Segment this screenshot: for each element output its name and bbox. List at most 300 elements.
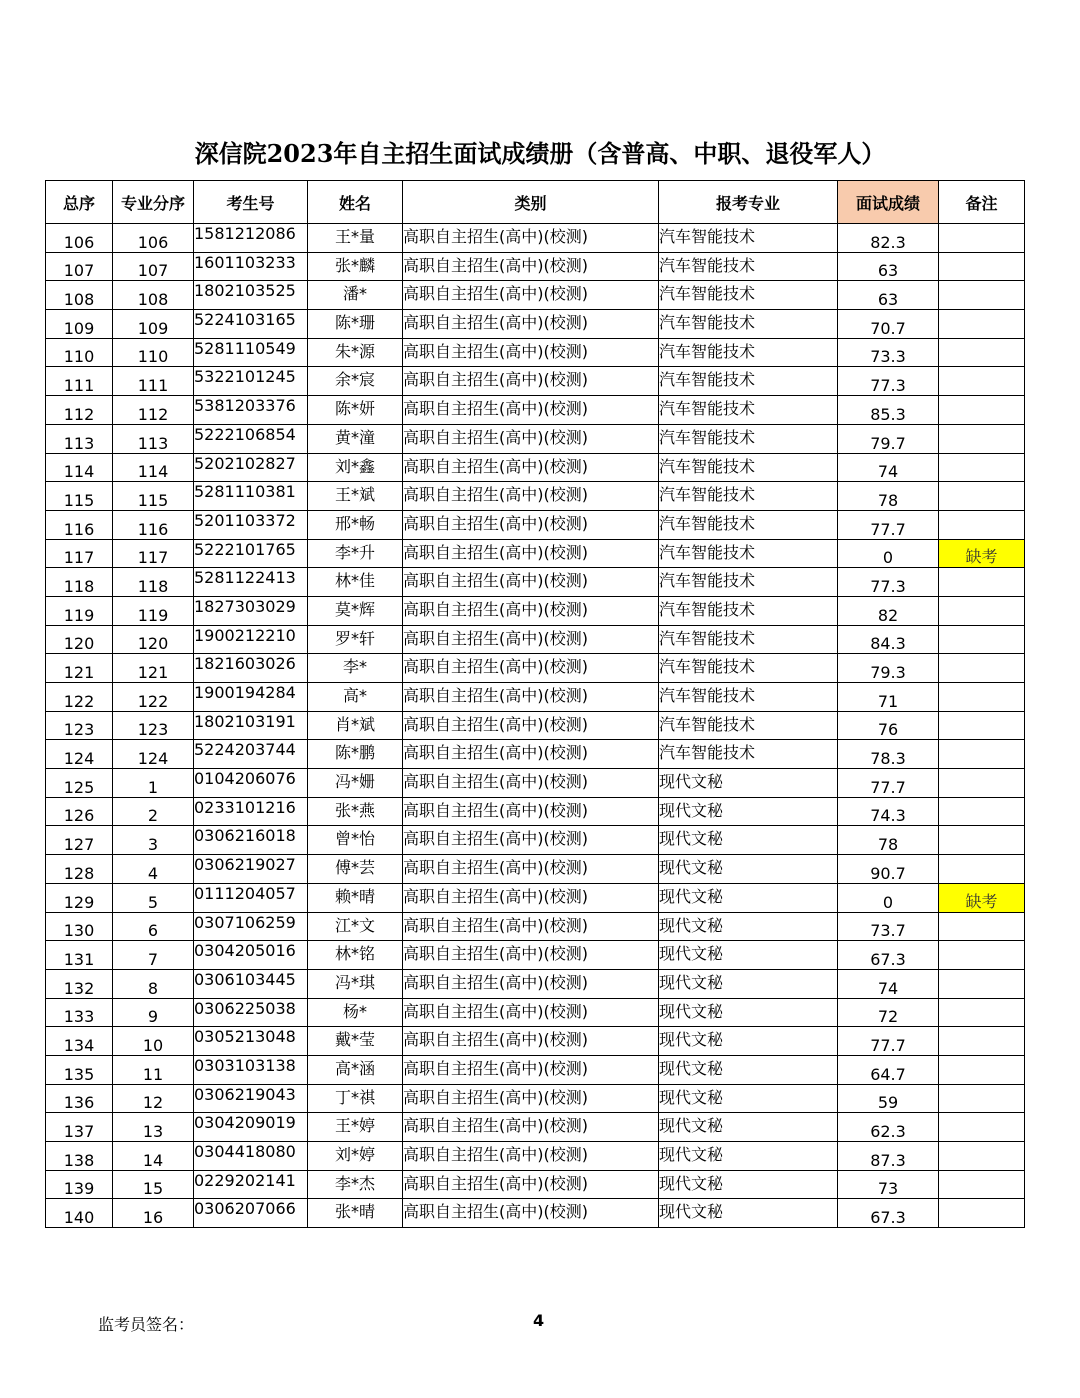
cell-major: 现代文秘	[659, 912, 838, 941]
cell-sub-no: 108	[113, 281, 194, 310]
cell-category: 高职自主招生(高中)(校测)	[403, 510, 659, 539]
cell-score: 82	[838, 596, 939, 625]
cell-sub-no: 116	[113, 510, 194, 539]
cell-score: 72	[838, 998, 939, 1027]
cell-name: 莫*辉	[308, 596, 403, 625]
cell-sub-no: 110	[113, 338, 194, 367]
cell-score: 63	[838, 252, 939, 281]
cell-score: 67.3	[838, 941, 939, 970]
cell-sub-no: 122	[113, 683, 194, 712]
cell-name: 冯*琪	[308, 969, 403, 998]
cell-category: 高职自主招生(高中)(校测)	[403, 797, 659, 826]
table-row	[46, 740, 1025, 769]
cell-score: 90.7	[838, 855, 939, 884]
cell-score: 84.3	[838, 625, 939, 654]
cell-sub-no: 15	[113, 1170, 194, 1199]
cell-note	[939, 568, 1025, 597]
table-row	[46, 769, 1025, 798]
cell-sub-no: 115	[113, 482, 194, 511]
header-category: 类别	[403, 181, 659, 224]
table-row	[46, 568, 1025, 597]
cell-name: 肖*斌	[308, 711, 403, 740]
header-note: 备注	[939, 181, 1025, 224]
cell-total-no: 112	[46, 396, 113, 425]
cell-category: 高职自主招生(高中)(校测)	[403, 683, 659, 712]
cell-name: 陈*妍	[308, 396, 403, 425]
cell-name: 张*晴	[308, 1199, 403, 1228]
cell-name: 邢*畅	[308, 510, 403, 539]
cell-name: 高*	[308, 683, 403, 712]
cell-score: 78	[838, 826, 939, 855]
cell-major: 现代文秘	[659, 941, 838, 970]
table-row	[46, 1199, 1025, 1228]
cell-total-no: 125	[46, 769, 113, 798]
cell-total-no: 130	[46, 912, 113, 941]
cell-sub-no: 5	[113, 883, 194, 912]
cell-note	[939, 453, 1025, 482]
cell-sub-no: 8	[113, 969, 194, 998]
table-row	[46, 912, 1025, 941]
cell-category: 高职自主招生(高中)(校测)	[403, 396, 659, 425]
cell-category: 高职自主招生(高中)(校测)	[403, 740, 659, 769]
cell-name: 李*升	[308, 539, 403, 568]
cell-major: 汽车智能技术	[659, 310, 838, 339]
cell-score: 76	[838, 711, 939, 740]
cell-note	[939, 281, 1025, 310]
cell-category: 高职自主招生(高中)(校测)	[403, 367, 659, 396]
cell-exam-id: 0306216018	[194, 826, 308, 855]
cell-exam-id: 5381203376	[194, 396, 308, 425]
cell-name: 陈*鹏	[308, 740, 403, 769]
cell-category: 高职自主招生(高中)(校测)	[403, 281, 659, 310]
cell-total-no: 140	[46, 1199, 113, 1228]
cell-note: 缺考	[939, 539, 1025, 568]
cell-exam-id: 5224203744	[194, 740, 308, 769]
cell-name: 冯*姗	[308, 769, 403, 798]
cell-score: 77.3	[838, 568, 939, 597]
table-row	[46, 855, 1025, 884]
cell-name: 杨*	[308, 998, 403, 1027]
cell-name: 王*斌	[308, 482, 403, 511]
cell-total-no: 119	[46, 596, 113, 625]
cell-note	[939, 1113, 1025, 1142]
cell-note	[939, 826, 1025, 855]
cell-category: 高职自主招生(高中)(校测)	[403, 482, 659, 511]
cell-score: 77.7	[838, 769, 939, 798]
cell-total-no: 132	[46, 969, 113, 998]
cell-exam-id: 1581212086	[194, 224, 308, 253]
cell-note	[939, 1142, 1025, 1171]
cell-total-no: 127	[46, 826, 113, 855]
table-row	[46, 224, 1025, 253]
signature-label: 监考员签名：	[98, 1315, 195, 1334]
table-row	[46, 941, 1025, 970]
cell-score: 73.7	[838, 912, 939, 941]
cell-note	[939, 396, 1025, 425]
cell-score: 82.3	[838, 224, 939, 253]
cell-score: 78	[838, 482, 939, 511]
cell-exam-id: 0304418080	[194, 1142, 308, 1171]
cell-total-no: 126	[46, 797, 113, 826]
cell-note	[939, 998, 1025, 1027]
cell-score: 70.7	[838, 310, 939, 339]
cell-score: 73	[838, 1170, 939, 1199]
cell-major: 现代文秘	[659, 855, 838, 884]
cell-total-no: 111	[46, 367, 113, 396]
cell-category: 高职自主招生(高中)(校测)	[403, 883, 659, 912]
table-row	[46, 539, 1025, 568]
table-row	[46, 1142, 1025, 1171]
cell-name: 罗*轩	[308, 625, 403, 654]
cell-note	[939, 941, 1025, 970]
cell-major: 汽车智能技术	[659, 224, 838, 253]
cell-sub-no: 113	[113, 424, 194, 453]
cell-category: 高职自主招生(高中)(校测)	[403, 568, 659, 597]
cell-score: 67.3	[838, 1199, 939, 1228]
cell-note	[939, 510, 1025, 539]
cell-note	[939, 252, 1025, 281]
cell-category: 高职自主招生(高中)(校测)	[403, 711, 659, 740]
cell-exam-id: 0229202141	[194, 1170, 308, 1199]
cell-score: 64.7	[838, 1055, 939, 1084]
cell-category: 高职自主招生(高中)(校测)	[403, 453, 659, 482]
cell-note	[939, 596, 1025, 625]
score-table	[45, 180, 1025, 1228]
table-row	[46, 453, 1025, 482]
cell-exam-id: 0306207066	[194, 1199, 308, 1228]
cell-exam-id: 0304205016	[194, 941, 308, 970]
cell-note	[939, 1084, 1025, 1113]
cell-note	[939, 969, 1025, 998]
cell-total-no: 134	[46, 1027, 113, 1056]
cell-note	[939, 625, 1025, 654]
cell-total-no: 107	[46, 252, 113, 281]
cell-name: 戴*莹	[308, 1027, 403, 1056]
cell-sub-no: 107	[113, 252, 194, 281]
cell-exam-id: 5202102827	[194, 453, 308, 482]
cell-exam-id: 0304209019	[194, 1113, 308, 1142]
cell-sub-no: 7	[113, 941, 194, 970]
cell-name: 张*麟	[308, 252, 403, 281]
cell-sub-no: 120	[113, 625, 194, 654]
cell-major: 汽车智能技术	[659, 683, 838, 712]
table-row	[46, 1027, 1025, 1056]
cell-total-no: 122	[46, 683, 113, 712]
table-row	[46, 1055, 1025, 1084]
cell-total-no: 116	[46, 510, 113, 539]
cell-total-no: 136	[46, 1084, 113, 1113]
cell-category: 高职自主招生(高中)(校测)	[403, 912, 659, 941]
cell-category: 高职自主招生(高中)(校测)	[403, 1142, 659, 1171]
cell-score: 74.3	[838, 797, 939, 826]
cell-name: 刘*婷	[308, 1142, 403, 1171]
table-row	[46, 654, 1025, 683]
cell-exam-id: 0306219043	[194, 1084, 308, 1113]
table-row	[46, 338, 1025, 367]
cell-category: 高职自主招生(高中)(校测)	[403, 1084, 659, 1113]
header-sub-no: 专业分序	[113, 181, 194, 224]
cell-category: 高职自主招生(高中)(校测)	[403, 1055, 659, 1084]
cell-score: 74	[838, 969, 939, 998]
cell-sub-no: 13	[113, 1113, 194, 1142]
cell-name: 陈*珊	[308, 310, 403, 339]
cell-exam-id: 1821603026	[194, 654, 308, 683]
cell-exam-id: 5281122413	[194, 568, 308, 597]
table-row	[46, 424, 1025, 453]
cell-sub-no: 6	[113, 912, 194, 941]
table-row	[46, 482, 1025, 511]
cell-major: 现代文秘	[659, 1084, 838, 1113]
cell-major: 现代文秘	[659, 1142, 838, 1171]
cell-score: 0	[838, 883, 939, 912]
table-row	[46, 510, 1025, 539]
cell-total-no: 108	[46, 281, 113, 310]
cell-sub-no: 109	[113, 310, 194, 339]
table-header	[46, 181, 1025, 224]
cell-major: 汽车智能技术	[659, 711, 838, 740]
cell-category: 高职自主招生(高中)(校测)	[403, 539, 659, 568]
cell-score: 77.7	[838, 1027, 939, 1056]
cell-exam-id: 1802103191	[194, 711, 308, 740]
cell-major: 汽车智能技术	[659, 482, 838, 511]
cell-major: 现代文秘	[659, 1170, 838, 1199]
cell-major: 汽车智能技术	[659, 338, 838, 367]
cell-note	[939, 338, 1025, 367]
cell-major: 汽车智能技术	[659, 740, 838, 769]
table-row	[46, 711, 1025, 740]
cell-score: 59	[838, 1084, 939, 1113]
cell-major: 汽车智能技术	[659, 453, 838, 482]
cell-sub-no: 124	[113, 740, 194, 769]
cell-total-no: 121	[46, 654, 113, 683]
cell-sub-no: 106	[113, 224, 194, 253]
cell-sub-no: 117	[113, 539, 194, 568]
cell-name: 林*铭	[308, 941, 403, 970]
cell-major: 现代文秘	[659, 883, 838, 912]
cell-total-no: 113	[46, 424, 113, 453]
cell-sub-no: 16	[113, 1199, 194, 1228]
cell-total-no: 138	[46, 1142, 113, 1171]
cell-note	[939, 740, 1025, 769]
cell-category: 高职自主招生(高中)(校测)	[403, 969, 659, 998]
cell-note	[939, 797, 1025, 826]
cell-exam-id: 0104206076	[194, 769, 308, 798]
cell-score: 63	[838, 281, 939, 310]
cell-score: 73.3	[838, 338, 939, 367]
cell-total-no: 115	[46, 482, 113, 511]
cell-major: 汽车智能技术	[659, 281, 838, 310]
cell-total-no: 133	[46, 998, 113, 1027]
cell-sub-no: 2	[113, 797, 194, 826]
cell-name: 王*量	[308, 224, 403, 253]
cell-note: 缺考	[939, 883, 1025, 912]
cell-total-no: 117	[46, 539, 113, 568]
cell-exam-id: 5322101245	[194, 367, 308, 396]
cell-exam-id: 5281110549	[194, 338, 308, 367]
cell-total-no: 129	[46, 883, 113, 912]
cell-major: 汽车智能技术	[659, 367, 838, 396]
cell-score: 79.7	[838, 424, 939, 453]
cell-total-no: 120	[46, 625, 113, 654]
cell-exam-id: 5201103372	[194, 510, 308, 539]
table-row	[46, 1170, 1025, 1199]
table-row	[46, 596, 1025, 625]
cell-name: 朱*源	[308, 338, 403, 367]
cell-name: 李*杰	[308, 1170, 403, 1199]
cell-name: 张*燕	[308, 797, 403, 826]
cell-major: 现代文秘	[659, 1199, 838, 1228]
table-row	[46, 998, 1025, 1027]
cell-major: 现代文秘	[659, 998, 838, 1027]
cell-note	[939, 424, 1025, 453]
cell-category: 高职自主招生(高中)(校测)	[403, 252, 659, 281]
cell-exam-id: 1802103525	[194, 281, 308, 310]
cell-total-no: 139	[46, 1170, 113, 1199]
cell-exam-id: 1900194284	[194, 683, 308, 712]
cell-exam-id: 0306219027	[194, 855, 308, 884]
cell-sub-no: 118	[113, 568, 194, 597]
cell-total-no: 114	[46, 453, 113, 482]
cell-sub-no: 1	[113, 769, 194, 798]
cell-category: 高职自主招生(高中)(校测)	[403, 1113, 659, 1142]
table-body	[46, 224, 1025, 1228]
cell-note	[939, 224, 1025, 253]
cell-exam-id: 0306103445	[194, 969, 308, 998]
cell-category: 高职自主招生(高中)(校测)	[403, 826, 659, 855]
cell-score: 77.7	[838, 510, 939, 539]
cell-total-no: 118	[46, 568, 113, 597]
cell-category: 高职自主招生(高中)(校测)	[403, 625, 659, 654]
cell-note	[939, 683, 1025, 712]
cell-exam-id: 0233101216	[194, 797, 308, 826]
cell-sub-no: 119	[113, 596, 194, 625]
table-row	[46, 1113, 1025, 1142]
table-row	[46, 683, 1025, 712]
header-major: 报考专业	[659, 181, 838, 224]
cell-note	[939, 912, 1025, 941]
cell-major: 现代文秘	[659, 769, 838, 798]
cell-major: 汽车智能技术	[659, 424, 838, 453]
table-row	[46, 883, 1025, 912]
table-row	[46, 797, 1025, 826]
cell-name: 江*文	[308, 912, 403, 941]
cell-category: 高职自主招生(高中)(校测)	[403, 855, 659, 884]
cell-sub-no: 10	[113, 1027, 194, 1056]
cell-major: 汽车智能技术	[659, 539, 838, 568]
cell-name: 刘*鑫	[308, 453, 403, 482]
cell-category: 高职自主招生(高中)(校测)	[403, 338, 659, 367]
cell-exam-id: 1827303029	[194, 596, 308, 625]
cell-note	[939, 1055, 1025, 1084]
cell-exam-id: 5281110381	[194, 482, 308, 511]
table-row	[46, 826, 1025, 855]
cell-sub-no: 9	[113, 998, 194, 1027]
cell-exam-id: 1601103233	[194, 252, 308, 281]
cell-note	[939, 654, 1025, 683]
cell-total-no: 135	[46, 1055, 113, 1084]
cell-sub-no: 12	[113, 1084, 194, 1113]
table-row	[46, 281, 1025, 310]
cell-sub-no: 111	[113, 367, 194, 396]
cell-total-no: 137	[46, 1113, 113, 1142]
cell-sub-no: 14	[113, 1142, 194, 1171]
table-row	[46, 367, 1025, 396]
cell-category: 高职自主招生(高中)(校测)	[403, 224, 659, 253]
cell-name: 王*婷	[308, 1113, 403, 1142]
page-number: 4	[533, 1311, 545, 1330]
cell-category: 高职自主招生(高中)(校测)	[403, 596, 659, 625]
cell-major: 现代文秘	[659, 797, 838, 826]
cell-sub-no: 3	[113, 826, 194, 855]
cell-category: 高职自主招生(高中)(校测)	[403, 941, 659, 970]
cell-major: 现代文秘	[659, 1055, 838, 1084]
cell-score: 62.3	[838, 1113, 939, 1142]
cell-major: 现代文秘	[659, 826, 838, 855]
cell-sub-no: 112	[113, 396, 194, 425]
cell-exam-id: 5222101765	[194, 539, 308, 568]
header-total-no: 总序	[46, 181, 113, 224]
cell-major: 汽车智能技术	[659, 625, 838, 654]
cell-name: 傅*芸	[308, 855, 403, 884]
cell-sub-no: 114	[113, 453, 194, 482]
cell-note	[939, 482, 1025, 511]
table-row	[46, 396, 1025, 425]
cell-sub-no: 121	[113, 654, 194, 683]
cell-name: 高*涵	[308, 1055, 403, 1084]
header-exam-id: 考生号	[194, 181, 308, 224]
cell-category: 高职自主招生(高中)(校测)	[403, 998, 659, 1027]
cell-total-no: 124	[46, 740, 113, 769]
cell-score: 78.3	[838, 740, 939, 769]
cell-exam-id: 1900212210	[194, 625, 308, 654]
cell-score: 79.3	[838, 654, 939, 683]
cell-score: 87.3	[838, 1142, 939, 1171]
cell-category: 高职自主招生(高中)(校测)	[403, 1170, 659, 1199]
cell-major: 汽车智能技术	[659, 396, 838, 425]
cell-note	[939, 711, 1025, 740]
cell-exam-id: 0303103138	[194, 1055, 308, 1084]
cell-category: 高职自主招生(高中)(校测)	[403, 310, 659, 339]
cell-total-no: 123	[46, 711, 113, 740]
cell-total-no: 110	[46, 338, 113, 367]
cell-exam-id: 0111204057	[194, 883, 308, 912]
cell-score: 74	[838, 453, 939, 482]
cell-major: 现代文秘	[659, 1027, 838, 1056]
cell-exam-id: 5222106854	[194, 424, 308, 453]
cell-category: 高职自主招生(高中)(校测)	[403, 769, 659, 798]
cell-note	[939, 1027, 1025, 1056]
cell-sub-no: 4	[113, 855, 194, 884]
cell-category: 高职自主招生(高中)(校测)	[403, 654, 659, 683]
cell-note	[939, 855, 1025, 884]
cell-major: 汽车智能技术	[659, 596, 838, 625]
cell-score: 0	[838, 539, 939, 568]
cell-name: 林*佳	[308, 568, 403, 597]
cell-total-no: 128	[46, 855, 113, 884]
cell-name: 丁*祺	[308, 1084, 403, 1113]
cell-note	[939, 310, 1025, 339]
cell-category: 高职自主招生(高中)(校测)	[403, 1027, 659, 1056]
table-row	[46, 1084, 1025, 1113]
header-score: 面试成绩	[838, 181, 939, 224]
cell-name: 余*宸	[308, 367, 403, 396]
cell-category: 高职自主招生(高中)(校测)	[403, 424, 659, 453]
cell-note	[939, 769, 1025, 798]
cell-note	[939, 367, 1025, 396]
cell-category: 高职自主招生(高中)(校测)	[403, 1199, 659, 1228]
cell-sub-no: 11	[113, 1055, 194, 1084]
cell-name: 潘*	[308, 281, 403, 310]
